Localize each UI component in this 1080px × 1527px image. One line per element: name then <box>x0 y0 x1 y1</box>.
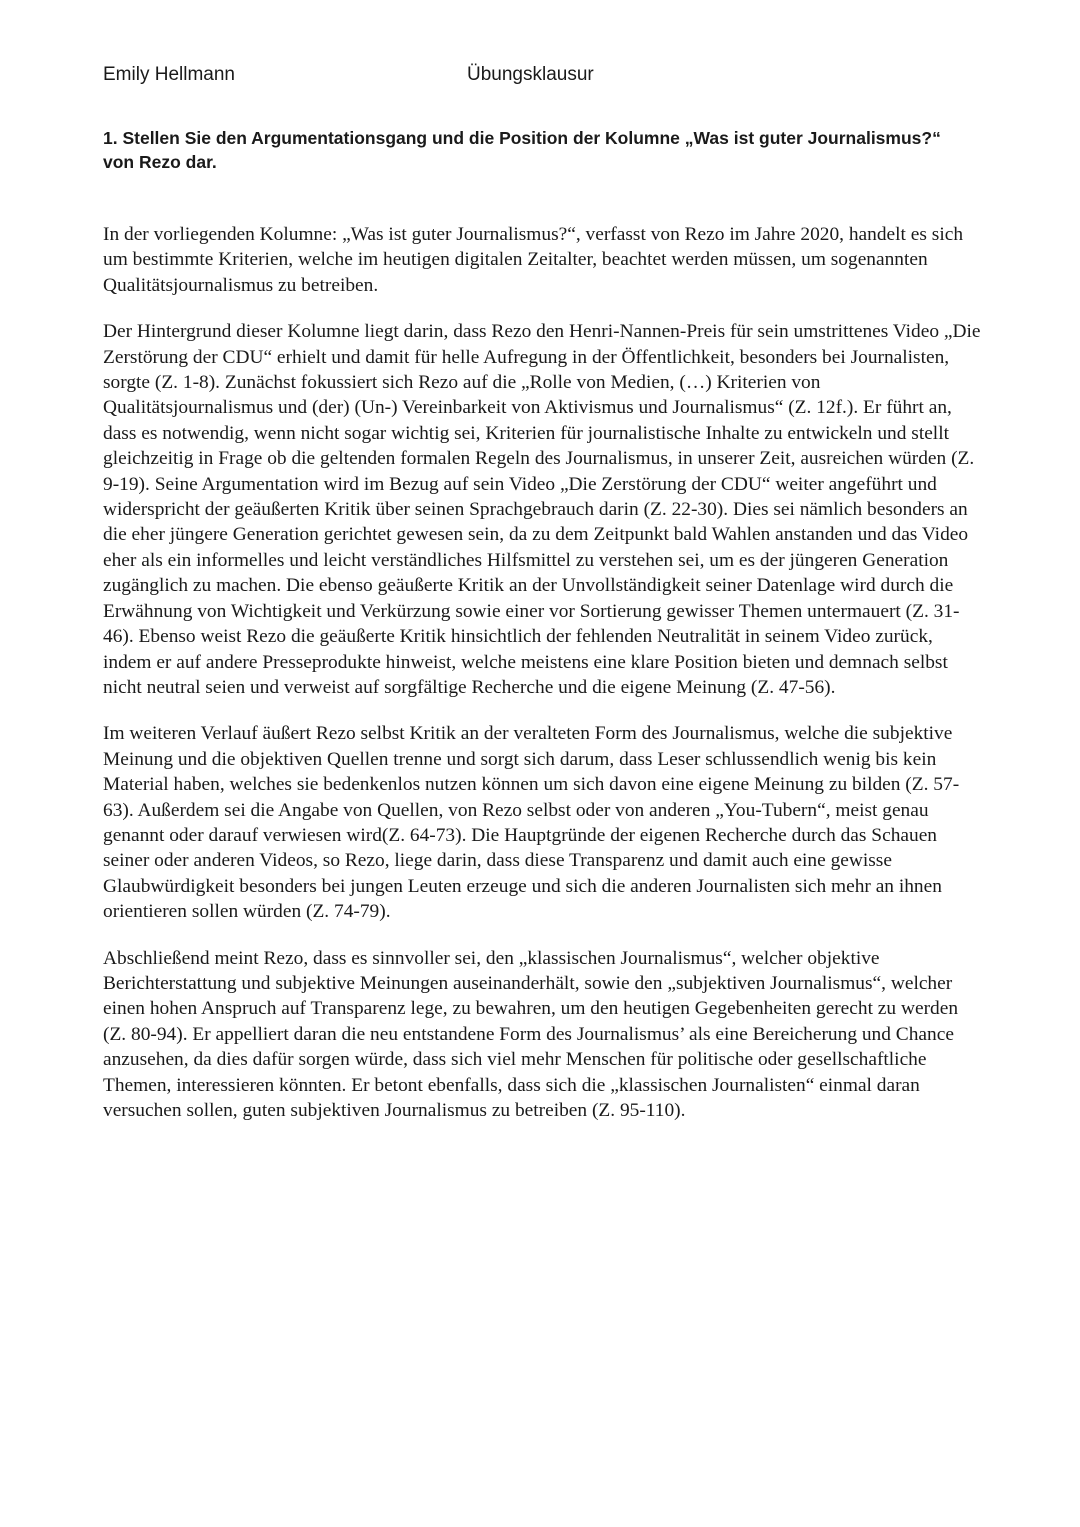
task-question: 1. Stellen Sie den Argumentationsgang und die Position der Kolumne „Was ist guter Journalismus?“ von Rezo dar. <box>103 128 941 172</box>
author-name: Emily Hellmann <box>103 64 235 85</box>
essay-body <box>103 222 983 1144</box>
essay-paragraph-background: Der Hintergrund dieser Kolumne liegt darin, dass Rezo den Henri-Nannen-Preis für sein umstrittenes Video „Die Zerstörung der CDU“ erhielt und damit für helle Aufregung in der Öffentlichkeit, besonders bei Journalisten, sorgte (Z. 1-8). Zunächst fokussiert sich Rezo auf die „Rolle von Medien, (…) Kriterien von Qualitätsjournalismus und (der) (Un-) Vereinbarkeit von Aktivismus und Journalismus“ (Z. 12f.). Er führt an, dass es notwendig, wenn nicht sogar wichtig sei, Kriterien für journalistische Inhalte zu entwickeln und stellt gleichzeitig in Frage ob die geltenden formalen Regeln des Journalismus, in unserer Zeit, ausreichen würden (Z. 9-19). Seine Argumentation wird im Bezug auf sein Video „Die Zerstörung der CDU“ weiter angeführt und widerspricht der geäußerten Kritik über seinen Sprachgebrauch darin (Z. 22-30). Dies sei nämlich besonders an die eher jüngere Generation gerichtet gewesen sein, da zu dem Zeitpunkt bald Wahlen anstanden und das Video eher als ein informelles und leicht verständliches Hilfsmittel zu verstehen sei, um es der jüngeren Generation zugänglich zu machen. Die ebenso geäußerte Kritik an der Unvollständigkeit seiner Datenlage wird durch die Erwähnung von Wichtigkeit und Verkürzung sowie einer vor Sortierung gewisser Themen untermauert (Z. 31-46). Ebenso weist Rezo die geäußerte Kritik hinsichtlich der fehlenden Neutralität in seinem Video zurück, indem er auf andere Presseprodukte hinweist, welche meistens eine klare Position bieten und demnach selbst nicht neutral seien und verweist auf sorgfältige Recherche und die eigene Meinung (Z. 47-56). <box>103 321 981 698</box>
essay-paragraph-intro: In der vorliegenden Kolumne: „Was ist guter Journalismus?“, verfasst von Rezo im Jahre 2020, handelt es sich um bestimmte Kriterien, welche im heutigen digitalen Zeitalter, beachtet werden müssen, um sogenannten Qualitätsjournalismus zu betreiben. <box>103 224 964 296</box>
essay-paragraph-criticism: Im weiteren Verlauf äußert Rezo selbst Kritik an der veralteten Form des Journalismus, welche die subjektive Meinung und die objektiven Quellen trenne und sorgt sich darum, dass Leser schlussendlich wenig bis kein Material haben, welches sie bedenkenlos nutzen können um sich davon eine eigene Meinung zu bilden (Z. 57-63). Außerdem sei die Angabe von Quellen, von Rezo selbst oder von anderen „You-Tubern“, meist genau genannt oder darauf verwiesen wird(Z. 64-73). Die Hauptgründe der eigenen Recherche durch das Schauen seiner oder anderen Videos, so Rezo, liege darin, dass diese Transparenz und damit auch eine gewisse Glaubwürdigkeit besonders bei jungen Leuten erzeuge und sich die anderen Journalisten sich mehr an ihnen orientieren sollen würden (Z. 74-79). <box>103 723 960 923</box>
document-type: Übungsklausur <box>467 64 594 85</box>
page-header <box>103 64 983 92</box>
essay-paragraph-conclusion: Abschließend meint Rezo, dass es sinnvoller sei, den „klassischen Journalismus“, welcher objektive Berichterstattung und subjektive Meinungen auseinanderhält, sowie den „subjektiven Journalismus“, welcher einen hohen Anspruch auf Transparenz lege, zu bewahren, um den heutigen Gegebenheiten gerecht zu werden (Z. 80-94). Er appelliert daran die neu entstandene Form des Journalismus’ als eine Bereicherung und Chance anzusehen, da dies dafür sorgen würde, dass sich viel mehr Menschen für politische oder gesellschaftliche Themen, interessieren könnten. Er betont ebenfalls, dass sich die „klassischen Journalisten“ einmal daran versuchen sollen, guten subjektiven Journalismus zu betreiben (Z. 95-110). <box>103 947 959 1121</box>
